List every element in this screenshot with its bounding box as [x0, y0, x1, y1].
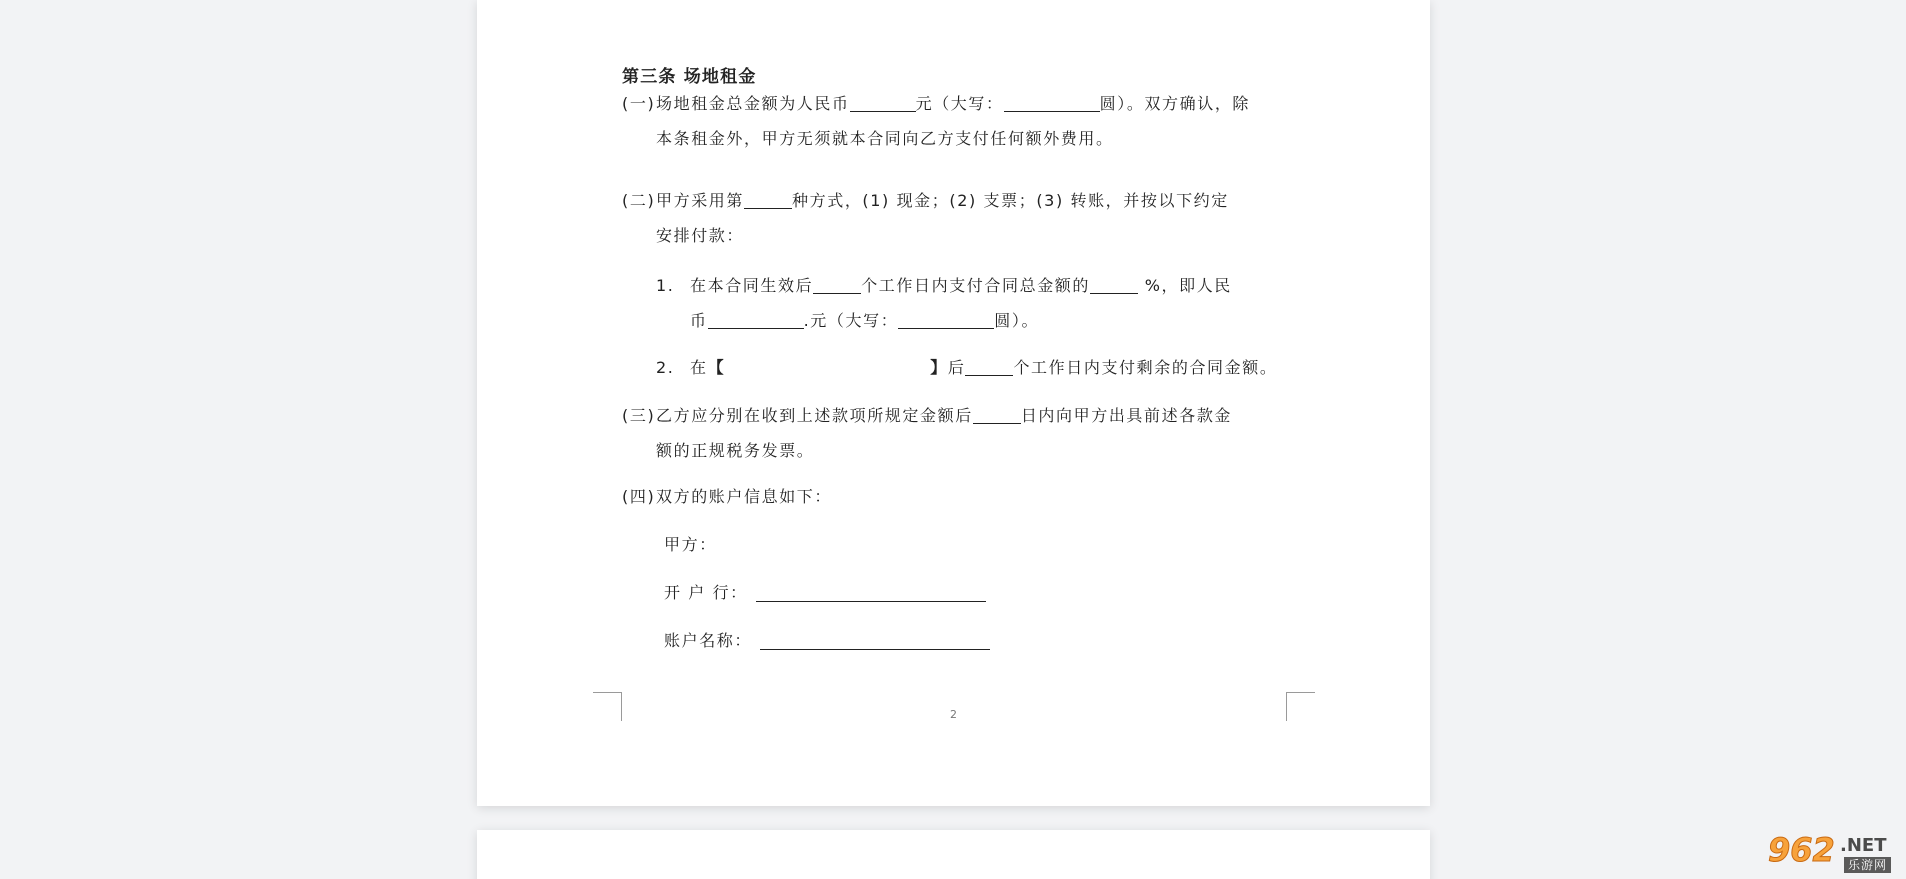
text-segment: 圆）。: [994, 311, 1040, 330]
bank-field-row: [664, 581, 986, 605]
watermark-brand: 962: [1768, 831, 1835, 869]
party-a-label: 甲方：: [664, 535, 717, 554]
next-document-page: [477, 830, 1430, 879]
amount-blank: [850, 94, 916, 112]
open-bracket: 【: [707, 358, 726, 377]
bank-blank: [756, 583, 986, 602]
text-segment: 本条租金外，甲方无须就本合同向乙方支付任何额外费用。: [656, 129, 1114, 148]
account-name-blank: [760, 631, 990, 650]
amount-words-blank: [898, 311, 994, 329]
list-item-final-payment: [656, 350, 1287, 385]
days-blank: [965, 358, 1013, 376]
method-blank: [744, 191, 792, 209]
amount-words-blank: [1004, 94, 1100, 112]
text-segment: .元（大写：: [803, 311, 899, 330]
paragraph-payment-method: [622, 183, 1287, 253]
watermark-suffix: .NET: [1840, 835, 1887, 856]
section-heading: 第三条 场地租金: [622, 67, 757, 87]
account-name-label: 账户名称：: [664, 631, 753, 650]
text-segment: 甲方采用第: [656, 191, 745, 210]
text-segment: 日内向甲方出具前述各款金: [1020, 406, 1233, 425]
paragraph-mark: (一): [622, 94, 656, 113]
text-segment: 双方的账户信息如下：: [656, 487, 833, 506]
paragraph-rent-total: [622, 86, 1287, 156]
text-segment: 后: [947, 358, 966, 377]
text-segment: 乙方应分别在收到上述款项所规定金额后: [656, 406, 973, 425]
text-segment: 在本合同生效后: [690, 276, 814, 295]
list-number: 1.: [656, 276, 675, 295]
text-segment: 场地租金总金额为人民币: [656, 94, 850, 113]
text-segment: 元（大写：: [915, 94, 1004, 113]
percent-blank: [1090, 276, 1138, 294]
days-blank: [813, 276, 861, 294]
watermark-sub: 乐游网: [1844, 857, 1891, 873]
text-segment: 币: [690, 311, 708, 330]
text-segment: 额的正规税务发票。: [656, 441, 815, 460]
text-segment: 个工作日内支付剩余的合同金额。: [1013, 358, 1278, 377]
text-segment: 安排付款：: [656, 226, 745, 245]
days-blank: [973, 406, 1021, 424]
list-number: 2.: [656, 358, 675, 377]
page-number: 2: [950, 708, 957, 721]
close-bracket: 】: [930, 358, 948, 377]
text-segment: 种方式，(1) 现金；(2) 支票；(3) 转账，并按以下约定: [792, 191, 1229, 210]
text-segment: 个工作日内支付合同总金额的: [861, 276, 1091, 295]
site-watermark-logo: [1764, 831, 1900, 875]
paragraph-mark: (二): [622, 191, 656, 210]
paragraph-account-info: [622, 479, 1287, 514]
text-segment: 在: [690, 358, 708, 377]
list-item-first-payment: [656, 268, 1287, 338]
text-segment: 圆）。双方确认，除: [1099, 94, 1251, 113]
amount-blank: [708, 311, 804, 329]
account-name-row: [664, 629, 990, 653]
bank-label: 开 户 行：: [664, 583, 748, 602]
paragraph-mark: (三): [622, 406, 656, 425]
paragraph-invoice: [622, 398, 1287, 468]
document-page: [477, 0, 1430, 806]
paragraph-mark: (四): [622, 487, 656, 506]
text-segment: %，即人民: [1138, 276, 1232, 295]
